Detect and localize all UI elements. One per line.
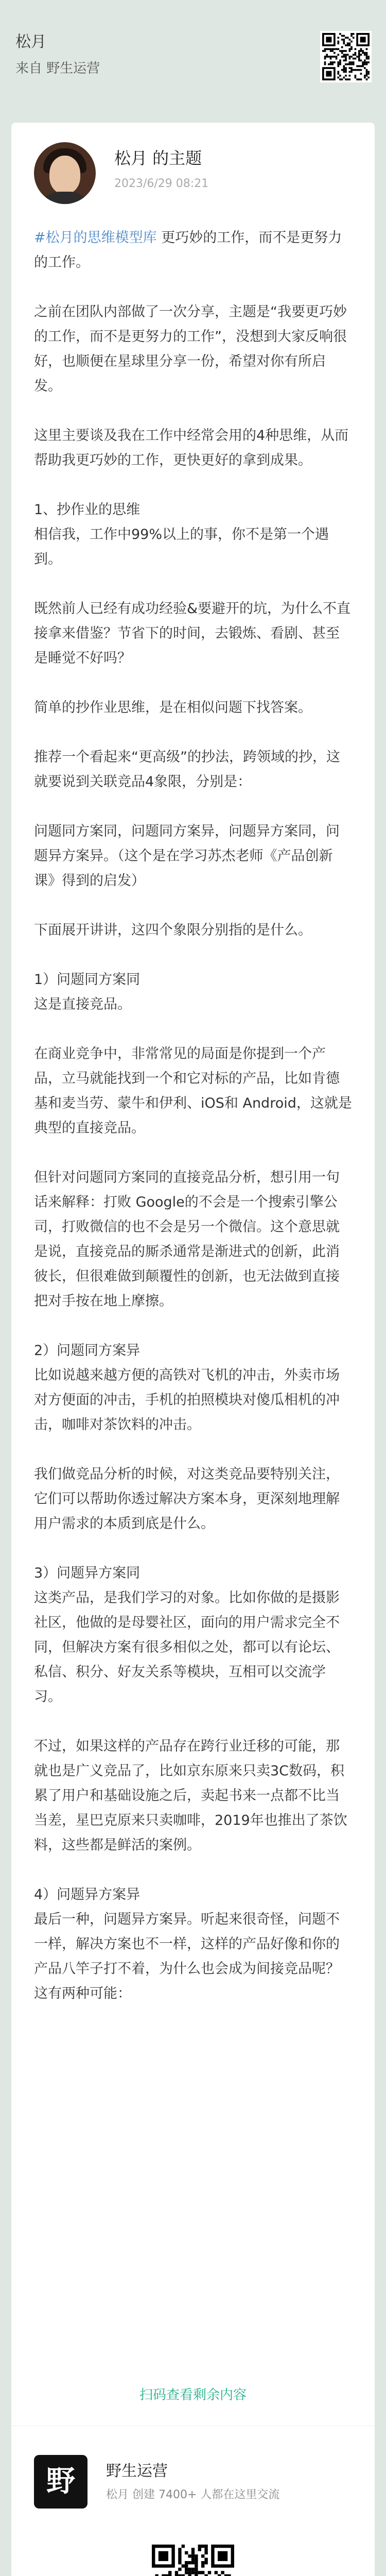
post-title: 松月 的主题: [114, 148, 202, 168]
paragraph: 4）问题异方案异 最后一种，问题异方案异。听起来很奇怪，问题不一样，解决方案也不一样，这样的产品好像和你的产品八竿子打不着，为什么也会成为间接竞品呢？这有两种可能：: [34, 1887, 340, 2002]
page-header: [0, 0, 386, 86]
paragraph: 但针对问题同方案同的直接竞品分析，想引用一句话来解释：打败 Google的不会是一个搜索引擎公司，打败微信的也不会是另一个微信。这个意思就是说，直接竞品的厮杀通常是渐进式的创新，此消彼长，但很难做到颠覆性的创新，也无法做到直接把对手按在地上摩擦。: [34, 1170, 340, 1309]
author-header: [11, 123, 375, 236]
paragraph: 简单的抄作业思维，是在相似问题下找答案。: [34, 700, 312, 716]
qr-code-icon[interactable]: [320, 31, 372, 82]
paragraph: 之前在团队内部做了一次分享，主题是“我要更巧妙的工作，而不是更努力的工作”，没想到大家反响很好，也顺便在星球里分享一份，希望对你有所启发。: [34, 304, 347, 394]
group-logo: 野: [34, 2455, 87, 2509]
paragraph: 我们做竞品分析的时候，对这类竞品要特别关注，它们可以帮助你透过解决方案本身，更深刻地理解用户需求的本质到底是什么。: [34, 1466, 340, 1532]
paragraph: #松月的思维模型库 更巧妙的工作，而不是更努力的工作。: [34, 230, 342, 270]
paragraph: 1、抄作业的思维 相信我，工作中99%以上的事，你不是第一个遇到。: [34, 502, 329, 567]
source-label: 来自 野生运营: [15, 61, 100, 76]
owner-name: 松月: [15, 33, 46, 51]
post-content: [34, 226, 352, 2462]
group-meta: 松月 创建 7400+ 人都在这里交流: [106, 2488, 280, 2501]
paragraph: 2）问题同方案异 比如说越来越方便的高铁对飞机的冲击，外卖市场对方便面的冲击，手机的拍照模块对傻瓜相机的冲击，咖啡对茶饮料的冲击。: [34, 1343, 340, 1433]
post-date: 2023/6/29 08:21: [114, 177, 209, 190]
paragraph: 1）问题同方案同 这是直接竞品。: [34, 972, 141, 1012]
post-card: [11, 123, 375, 2576]
content-fade: [11, 2261, 375, 2379]
group-card: [11, 2426, 375, 2576]
paragraph: 推荐一个看起来“更高级”的抄法，跨领域的抄，这就要说到关联竞品4象限，分别是：: [34, 749, 340, 790]
scan-more-link[interactable]: 扫码查看剩余内容: [139, 2387, 247, 2403]
paragraph: 在商业竞争中，非常常见的局面是你提到一个产品，立马就能找到一个和它对标的产品，比如肯德基和麦当劳、蒙牛和伊利、iOS和 Android，这就是典型的直接竞品。: [34, 1046, 352, 1136]
paragraph: 既然前人已经有成功经验&要避开的坑，为什么不直接拿来借鉴？节省下的时间，去锻炼、看剧、甚至是睡觉不好吗？: [34, 601, 351, 666]
paragraph: 问题同方案同，问题同方案异，问题异方案同，问题异方案异。（这个是在学习苏杰老师《产品创新课》得到的启发）: [34, 823, 340, 889]
topic-tag[interactable]: #松月的思维模型库: [34, 230, 157, 246]
qr-code-icon[interactable]: [152, 2545, 234, 2576]
paragraph: 这里主要谈及我在工作中经常会用的4种思维，从而帮助我更巧妙的工作，更快更好的拿到成果。: [34, 428, 349, 468]
paragraph: 下面展开讲讲，这四个象限分别指的是什么。: [34, 922, 312, 938]
avatar[interactable]: [34, 142, 96, 204]
paragraph: 3）问题异方案同 这类产品，是我们学习的对象。比如你做的是摄影社区，他做的是母婴社区，面向的用户需求完全不同，但解决方案有很多相似之处，都可以有论坛、私信、积分、好友关系等模块，互相可以交流学习。: [34, 1565, 340, 1705]
group-name: 野生运营: [106, 2462, 168, 2480]
paragraph: 不过，如果这样的产品存在跨行业迁移的可能，那就也是广义竞品了，比如京东原来只卖3C数码，积累了用户和基础设施之后，卖起书来一点都不比当当差，星巴克原来只卖咖啡，2019年也推出了茶饮料，这些都是鲜活的案例。: [34, 1738, 347, 1853]
